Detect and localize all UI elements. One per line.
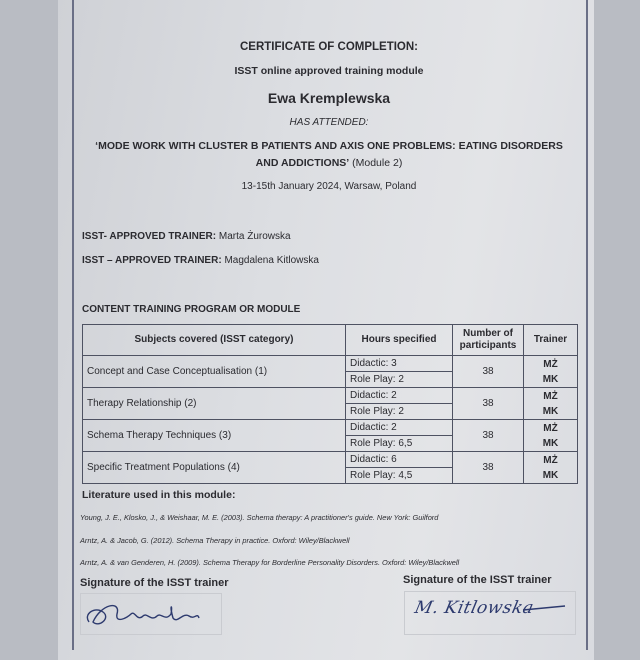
col-hours: Hours specified [346,325,453,356]
didactic-hours: Didactic: 6 [346,452,453,468]
program-table [82,324,578,484]
trainer-cell [524,452,578,484]
trainer-initials: MŻ [543,422,558,434]
role-play-hours: Role Play: 2 [346,372,453,388]
trainer-cell [524,388,578,420]
course-name: ‘MODE WORK WITH CLUSTER B PATIENTS AND AXIS ONE PROBLEMS: EATING DISORDERS AND ADDICTIONS’ [95,140,563,169]
trainer-name: Magdalena Kitlowska [224,255,319,266]
table-row [83,356,578,372]
certificate-subtitle: ISST online approved training module [234,65,424,77]
table-row [83,452,578,468]
course-title [88,138,570,172]
trainer-line-1 [82,231,291,242]
trainer-initials: MŻ [543,454,558,466]
trainer-initials: MK [542,469,559,481]
participants-count: 38 [453,356,524,388]
participants-count: 38 [453,420,524,452]
subject-cell: Specific Treatment Populations (4) [83,452,346,484]
trainer-initials: MŻ [543,358,558,370]
role-play-hours: Role Play: 6,5 [346,436,453,452]
literature-item: Arntz, A. & Jacob, G. (2012). Schema Therapy in practice. Oxford: Wiley/Blackwell [80,536,350,545]
table-header [83,325,578,356]
trainer-cell [524,356,578,388]
didactic-hours: Didactic: 2 [346,420,453,436]
trainer-label: ISST- APPROVED TRAINER: [82,231,217,242]
role-play-hours: Role Play: 2 [346,404,453,420]
participants-count: 38 [453,388,524,420]
literature-item: Arntz, A. & van Genderen, H. (2009). Schema Therapy for Borderline Personality Disorders. Oxford: Wiley/Blackwell [80,558,460,567]
trainer-cell [524,420,578,452]
trainer-initials: MK [542,437,559,449]
subject-cell: Therapy Relationship (2) [83,388,346,420]
attended-label: HAS ATTENDED: [289,117,369,128]
subject-cell: Concept and Case Conceptualisation (1) [83,356,346,388]
certificate-title: CERTIFICATE OF COMPLETION: [239,41,419,53]
trainer-initials: MŻ [543,390,558,402]
module-label: (Module 2) [352,157,403,169]
table-row [83,420,578,436]
table-row [83,388,578,404]
didactic-hours: Didactic: 2 [346,388,453,404]
trainer-initials: MK [542,405,559,417]
trainer-line-2 [82,255,319,266]
role-play-hours: Role Play: 4,5 [346,468,453,484]
signature-box-left [80,593,222,635]
literature-item: Young, J. E., Klosko, J., & Weishaar, M. E. (2003). Schema therapy: A practitioner's guide. New York: Guilford [80,513,439,522]
col-subjects: Subjects covered (ISST category) [83,325,346,356]
col-participants: Number of participants [453,325,524,356]
signature-label-right: Signature of the ISST trainer [403,574,552,586]
signature-right: M. Kitlowska [412,598,536,618]
col-trainer: Trainer [524,325,578,356]
date-place: 13-15th January 2024, Warsaw, Poland [241,181,417,192]
participants-count: 38 [453,452,524,484]
signature-box-right [404,591,576,635]
trainer-label: ISST – APPROVED TRAINER: [82,255,222,266]
signature-left [81,594,221,634]
signature-label-left: Signature of the ISST trainer [80,577,229,589]
subject-cell: Schema Therapy Techniques (3) [83,420,346,452]
literature-heading: Literature used in this module: [82,489,236,501]
trainer-name: Marta Żurowska [218,231,291,242]
participant-name: Ewa Kremplewska [267,90,391,106]
didactic-hours: Didactic: 3 [346,356,453,372]
trainer-initials: MK [542,373,559,385]
program-heading: CONTENT TRAINING PROGRAM OR MODULE [82,304,301,315]
